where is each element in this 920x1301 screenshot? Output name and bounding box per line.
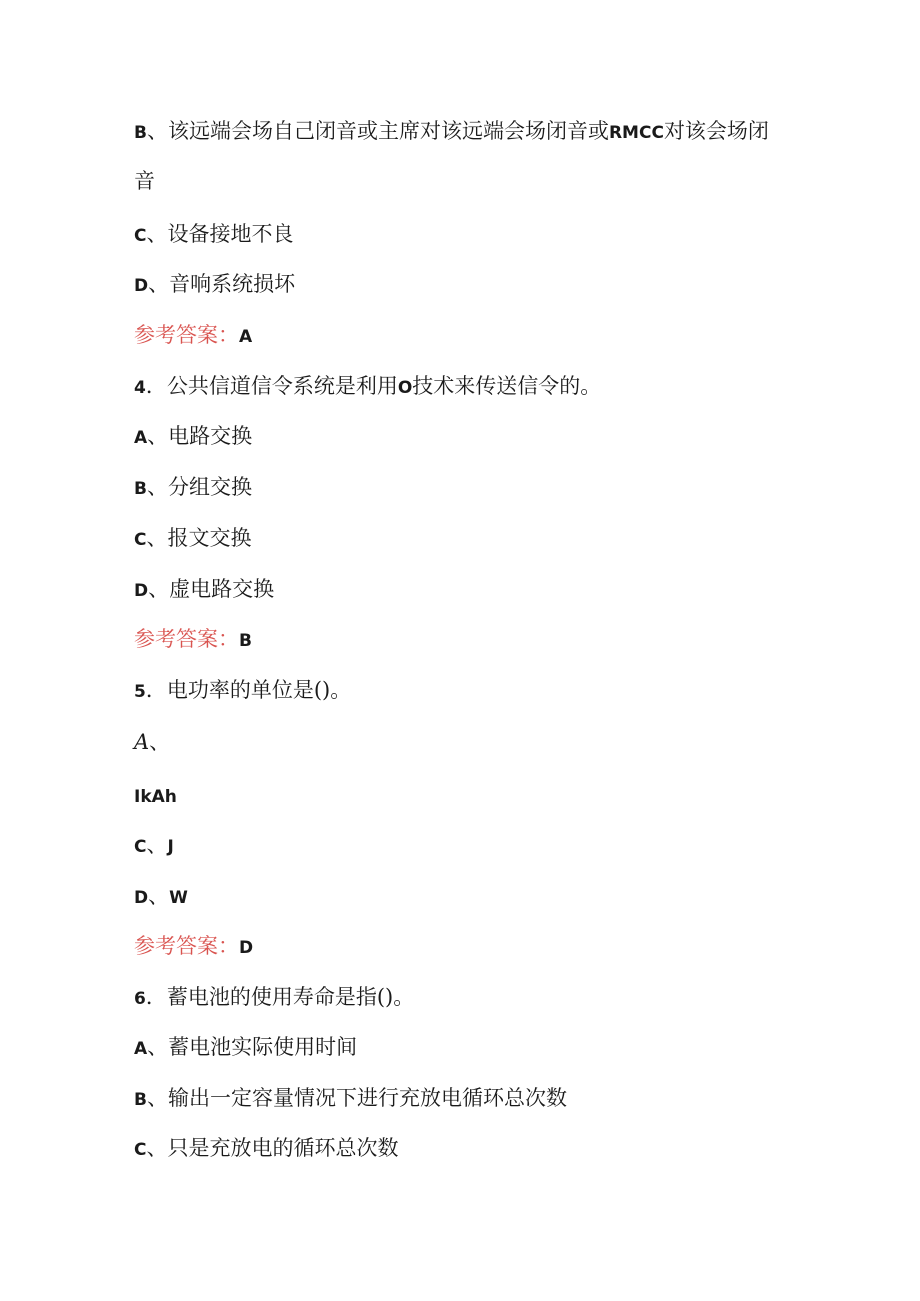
option-separator: 、 xyxy=(146,833,168,857)
option-text: 电路交换 xyxy=(168,424,253,448)
option-letter: A xyxy=(134,428,148,448)
answer-value: A xyxy=(239,327,253,347)
question-text: ．电功率的单位是()。 xyxy=(145,678,352,702)
answer-label: 参考答案： xyxy=(134,323,239,347)
option-separator: 、 xyxy=(148,884,170,908)
option-separator: 、 xyxy=(146,119,168,143)
option-text: 蓄电池实际使用时间 xyxy=(168,1035,358,1059)
option-letter: C xyxy=(134,226,147,246)
option-text: J xyxy=(167,837,174,857)
answer-value: D xyxy=(239,938,254,958)
option-letter: D xyxy=(134,888,149,908)
q5-answer xyxy=(134,931,253,963)
question-number: 6 xyxy=(134,989,146,1009)
option-separator: 、 xyxy=(147,1035,169,1059)
option-separator: 、 xyxy=(146,475,168,499)
option-separator: 、 xyxy=(148,272,170,296)
q4-option-c xyxy=(134,523,251,555)
question-number: 4 xyxy=(134,378,146,398)
option-text: 虚电路交换 xyxy=(169,577,275,601)
q4-answer xyxy=(134,624,252,656)
option-separator: 、 xyxy=(149,730,171,754)
option-letter: A xyxy=(134,730,150,754)
option-text: 分组交换 xyxy=(167,475,252,499)
q6-option-c xyxy=(134,1133,398,1165)
q5-option-d xyxy=(134,881,188,913)
question-text: ．公共信道信令系统是利用 xyxy=(145,374,398,398)
q3-option-b xyxy=(134,116,769,148)
option-letter: C xyxy=(134,837,147,857)
option-text-rest: 对该会场闭 xyxy=(663,119,769,143)
q5-option-c xyxy=(134,830,174,862)
option-letter: B xyxy=(134,1090,147,1110)
q6-option-a xyxy=(134,1032,357,1064)
option-text: IkAh xyxy=(134,787,177,807)
question-text-bold: O xyxy=(397,378,413,398)
option-text: 报文交换 xyxy=(167,526,252,550)
option-separator: 、 xyxy=(146,526,168,550)
option-separator: 、 xyxy=(148,577,170,601)
q3-option-b-continuation: 音 xyxy=(134,169,155,193)
option-text: 设备接地不良 xyxy=(167,222,294,246)
question-text: ．蓄电池的使用寿命是指()。 xyxy=(145,985,415,1009)
q4-option-d xyxy=(134,574,274,606)
option-letter: B xyxy=(134,479,147,499)
option-text-bold: RMCC xyxy=(608,123,664,143)
option-text: 只是充放电的循环总次数 xyxy=(167,1136,399,1160)
question-text-rest: 技术来传送信令的。 xyxy=(412,374,602,398)
q5-option-a xyxy=(134,727,170,757)
q4-stem xyxy=(134,371,601,403)
option-letter: B xyxy=(134,123,147,143)
q5-option-b xyxy=(134,780,177,812)
q4-option-b xyxy=(134,472,252,504)
answer-value: B xyxy=(239,631,252,651)
option-separator: 、 xyxy=(146,1136,168,1160)
option-separator: 、 xyxy=(146,1086,168,1110)
option-letter: C xyxy=(134,1140,147,1160)
q3-option-d xyxy=(134,269,295,301)
option-separator: 、 xyxy=(147,424,169,448)
q5-stem xyxy=(134,675,351,707)
option-text: 输出一定容量情况下进行充放电循环总次数 xyxy=(167,1086,567,1110)
answer-label: 参考答案： xyxy=(134,934,239,958)
option-letter: C xyxy=(134,530,147,550)
option-letter: A xyxy=(134,1039,148,1059)
option-text: 该远端会场自己闭音或主席对该远端会场闭音或 xyxy=(167,119,609,143)
option-letter: D xyxy=(134,581,149,601)
option-separator: 、 xyxy=(146,222,168,246)
q3-option-c xyxy=(134,219,293,251)
q6-stem xyxy=(134,982,414,1014)
q6-option-b xyxy=(134,1083,567,1115)
option-text: W xyxy=(169,888,188,908)
question-number: 5 xyxy=(134,682,146,702)
option-letter: D xyxy=(134,276,149,296)
q3-answer xyxy=(134,320,252,352)
option-text: 音响系统损坏 xyxy=(169,272,296,296)
q4-option-a xyxy=(134,421,252,453)
answer-label: 参考答案： xyxy=(134,627,239,651)
